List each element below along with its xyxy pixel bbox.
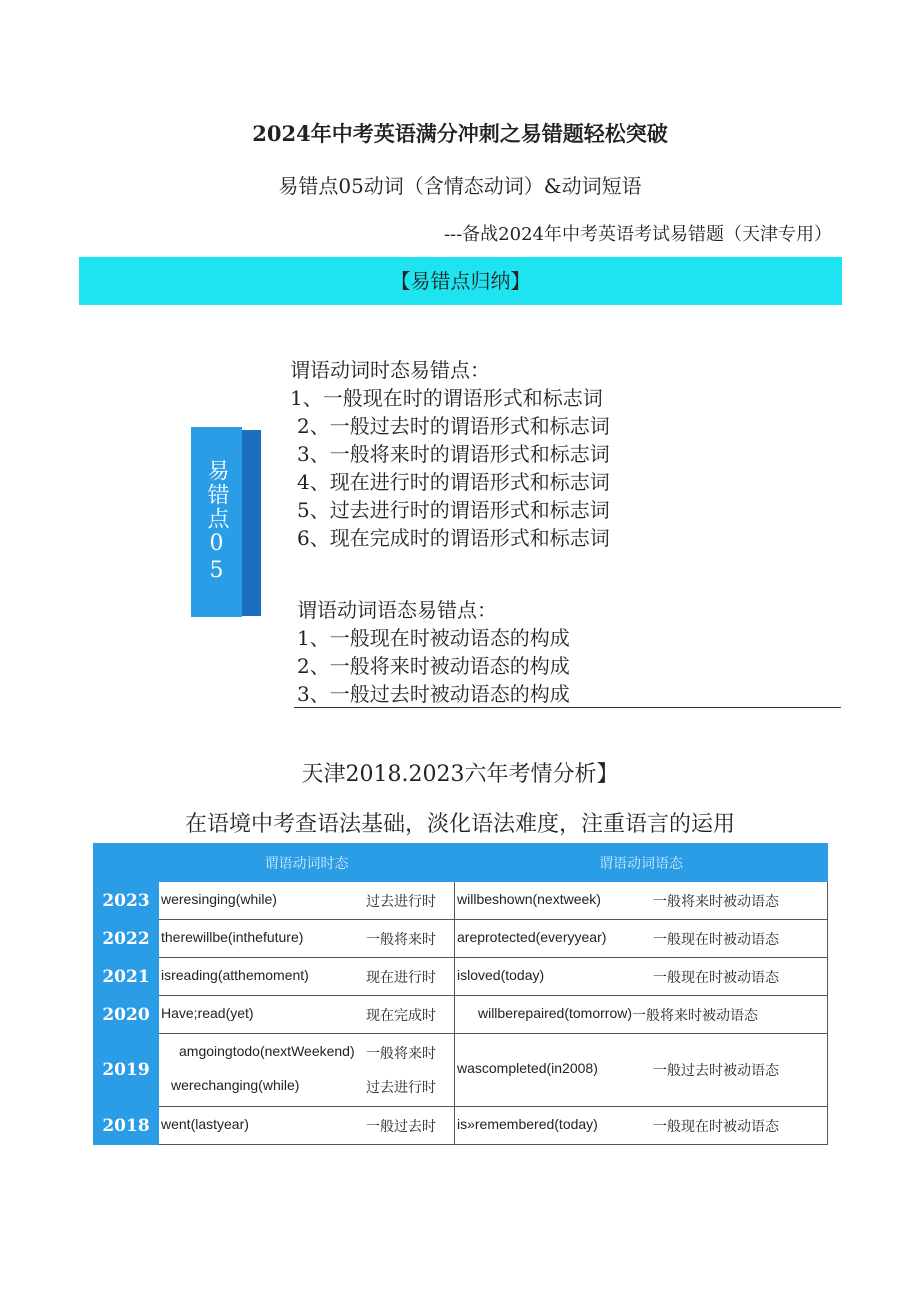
section-banner: 【易错点归纳】 [79, 257, 842, 305]
list-item: 3、一般将来时的谓语形式和标志词 [297, 442, 610, 466]
list-item: 4、现在进行时的谓语形式和标志词 [297, 470, 610, 494]
table-row [94, 1034, 828, 1107]
voice-list-heading: 谓语动词语态易错点： [297, 598, 497, 622]
voice-name: 一般将来时被动语态 [653, 892, 779, 909]
tense-phrase: went(lastyear) [161, 1115, 249, 1132]
tense-phrase: isreading(atthemoment) [161, 966, 309, 983]
voice-name: 一般将来时被动语态 [632, 1006, 759, 1023]
tense-name: 现在进行时 [366, 968, 436, 985]
year-cell: 2020 [94, 996, 159, 1034]
voice-phrase: isloved(today) [457, 966, 545, 983]
voice-name: 一般现在时被动语态 [653, 968, 779, 985]
list-item: 5、过去进行时的谓语形式和标志词 [297, 498, 610, 522]
subtitle: ---备战2024年中考英语考试易错题（天津专用） [443, 224, 832, 245]
voice-phrase: wascompleted(in2008) [457, 1060, 598, 1076]
header-tense: 谓语动词时态 [159, 844, 455, 882]
list-item: 6、现在完成时的谓语形式和标志词 [297, 526, 610, 550]
voice-phrase: willbeshown(nextweek) [457, 890, 601, 907]
tense-phrase: Have;read(yet) [161, 1004, 254, 1021]
table-row [94, 882, 828, 920]
list-item: 1、一般现在时的谓语形式和标志词 [290, 386, 603, 410]
voice-phrase: is»remembered(today) [457, 1115, 598, 1132]
voice-name: 一般现在时被动语态 [653, 930, 779, 947]
year-cell: 2018 [94, 1107, 159, 1145]
voice-phrase: willberepaired(tomorrow) [477, 1004, 633, 1021]
tense-name: 过去进行时 [366, 1079, 436, 1095]
list-item: 2、一般过去时的谓语形式和标志词 [297, 414, 610, 438]
analysis-table [93, 843, 828, 1145]
year-cell: 2022 [94, 920, 159, 958]
table-row [94, 958, 828, 996]
year-cell: 2021 [94, 958, 159, 996]
analysis-title: 天津2018.2023六年考情分析】 [301, 762, 619, 787]
tense-name: 一般过去时 [366, 1117, 436, 1134]
list-item: 3、一般过去时被动语态的构成 [297, 682, 570, 706]
year-cell: 2019 [94, 1034, 159, 1107]
voice-phrase: areprotected(everyyear) [457, 928, 607, 945]
tense-phrase: therewillbe(inthefuture) [161, 928, 304, 945]
table-row [94, 1107, 828, 1145]
divider [294, 707, 841, 708]
tense-name: 一般将来时 [366, 930, 436, 947]
header-corner [94, 844, 159, 882]
tense-phrase: amgoingtodo(nextWeekend) [179, 1043, 355, 1059]
year-cell: 2023 [94, 882, 159, 920]
tense-name: 过去进行时 [366, 892, 436, 909]
tense-list [290, 356, 610, 552]
voice-list [297, 596, 570, 708]
page-title: 2024年中考英语满分冲刺之易错题轻松突破 [252, 121, 668, 146]
side-label: 易错点05 [191, 427, 242, 617]
tense-phrase: weresinging(while) [161, 890, 277, 907]
voice-name: 一般现在时被动语态 [653, 1117, 779, 1134]
voice-name: 一般过去时被动语态 [653, 1062, 779, 1078]
list-item: 1、一般现在时被动语态的构成 [297, 626, 570, 650]
list-item: 2、一般将来时被动语态的构成 [297, 654, 570, 678]
table-row [94, 920, 828, 958]
table-row [94, 996, 828, 1034]
table-header-row [94, 844, 828, 882]
topic-title: 易错点05动词（含情态动词）&动词短语 [278, 174, 642, 198]
tense-name: 一般将来时 [366, 1045, 436, 1061]
tense-phrase: werechanging(while) [171, 1077, 300, 1093]
tense-list-heading: 谓语动词时态易错点： [290, 358, 490, 382]
header-voice: 谓语动词语态 [455, 844, 828, 882]
tense-name: 现在完成时 [366, 1006, 436, 1023]
analysis-subtitle: 在语境中考查语法基础，淡化语法难度，注重语言的运用 [184, 812, 735, 837]
